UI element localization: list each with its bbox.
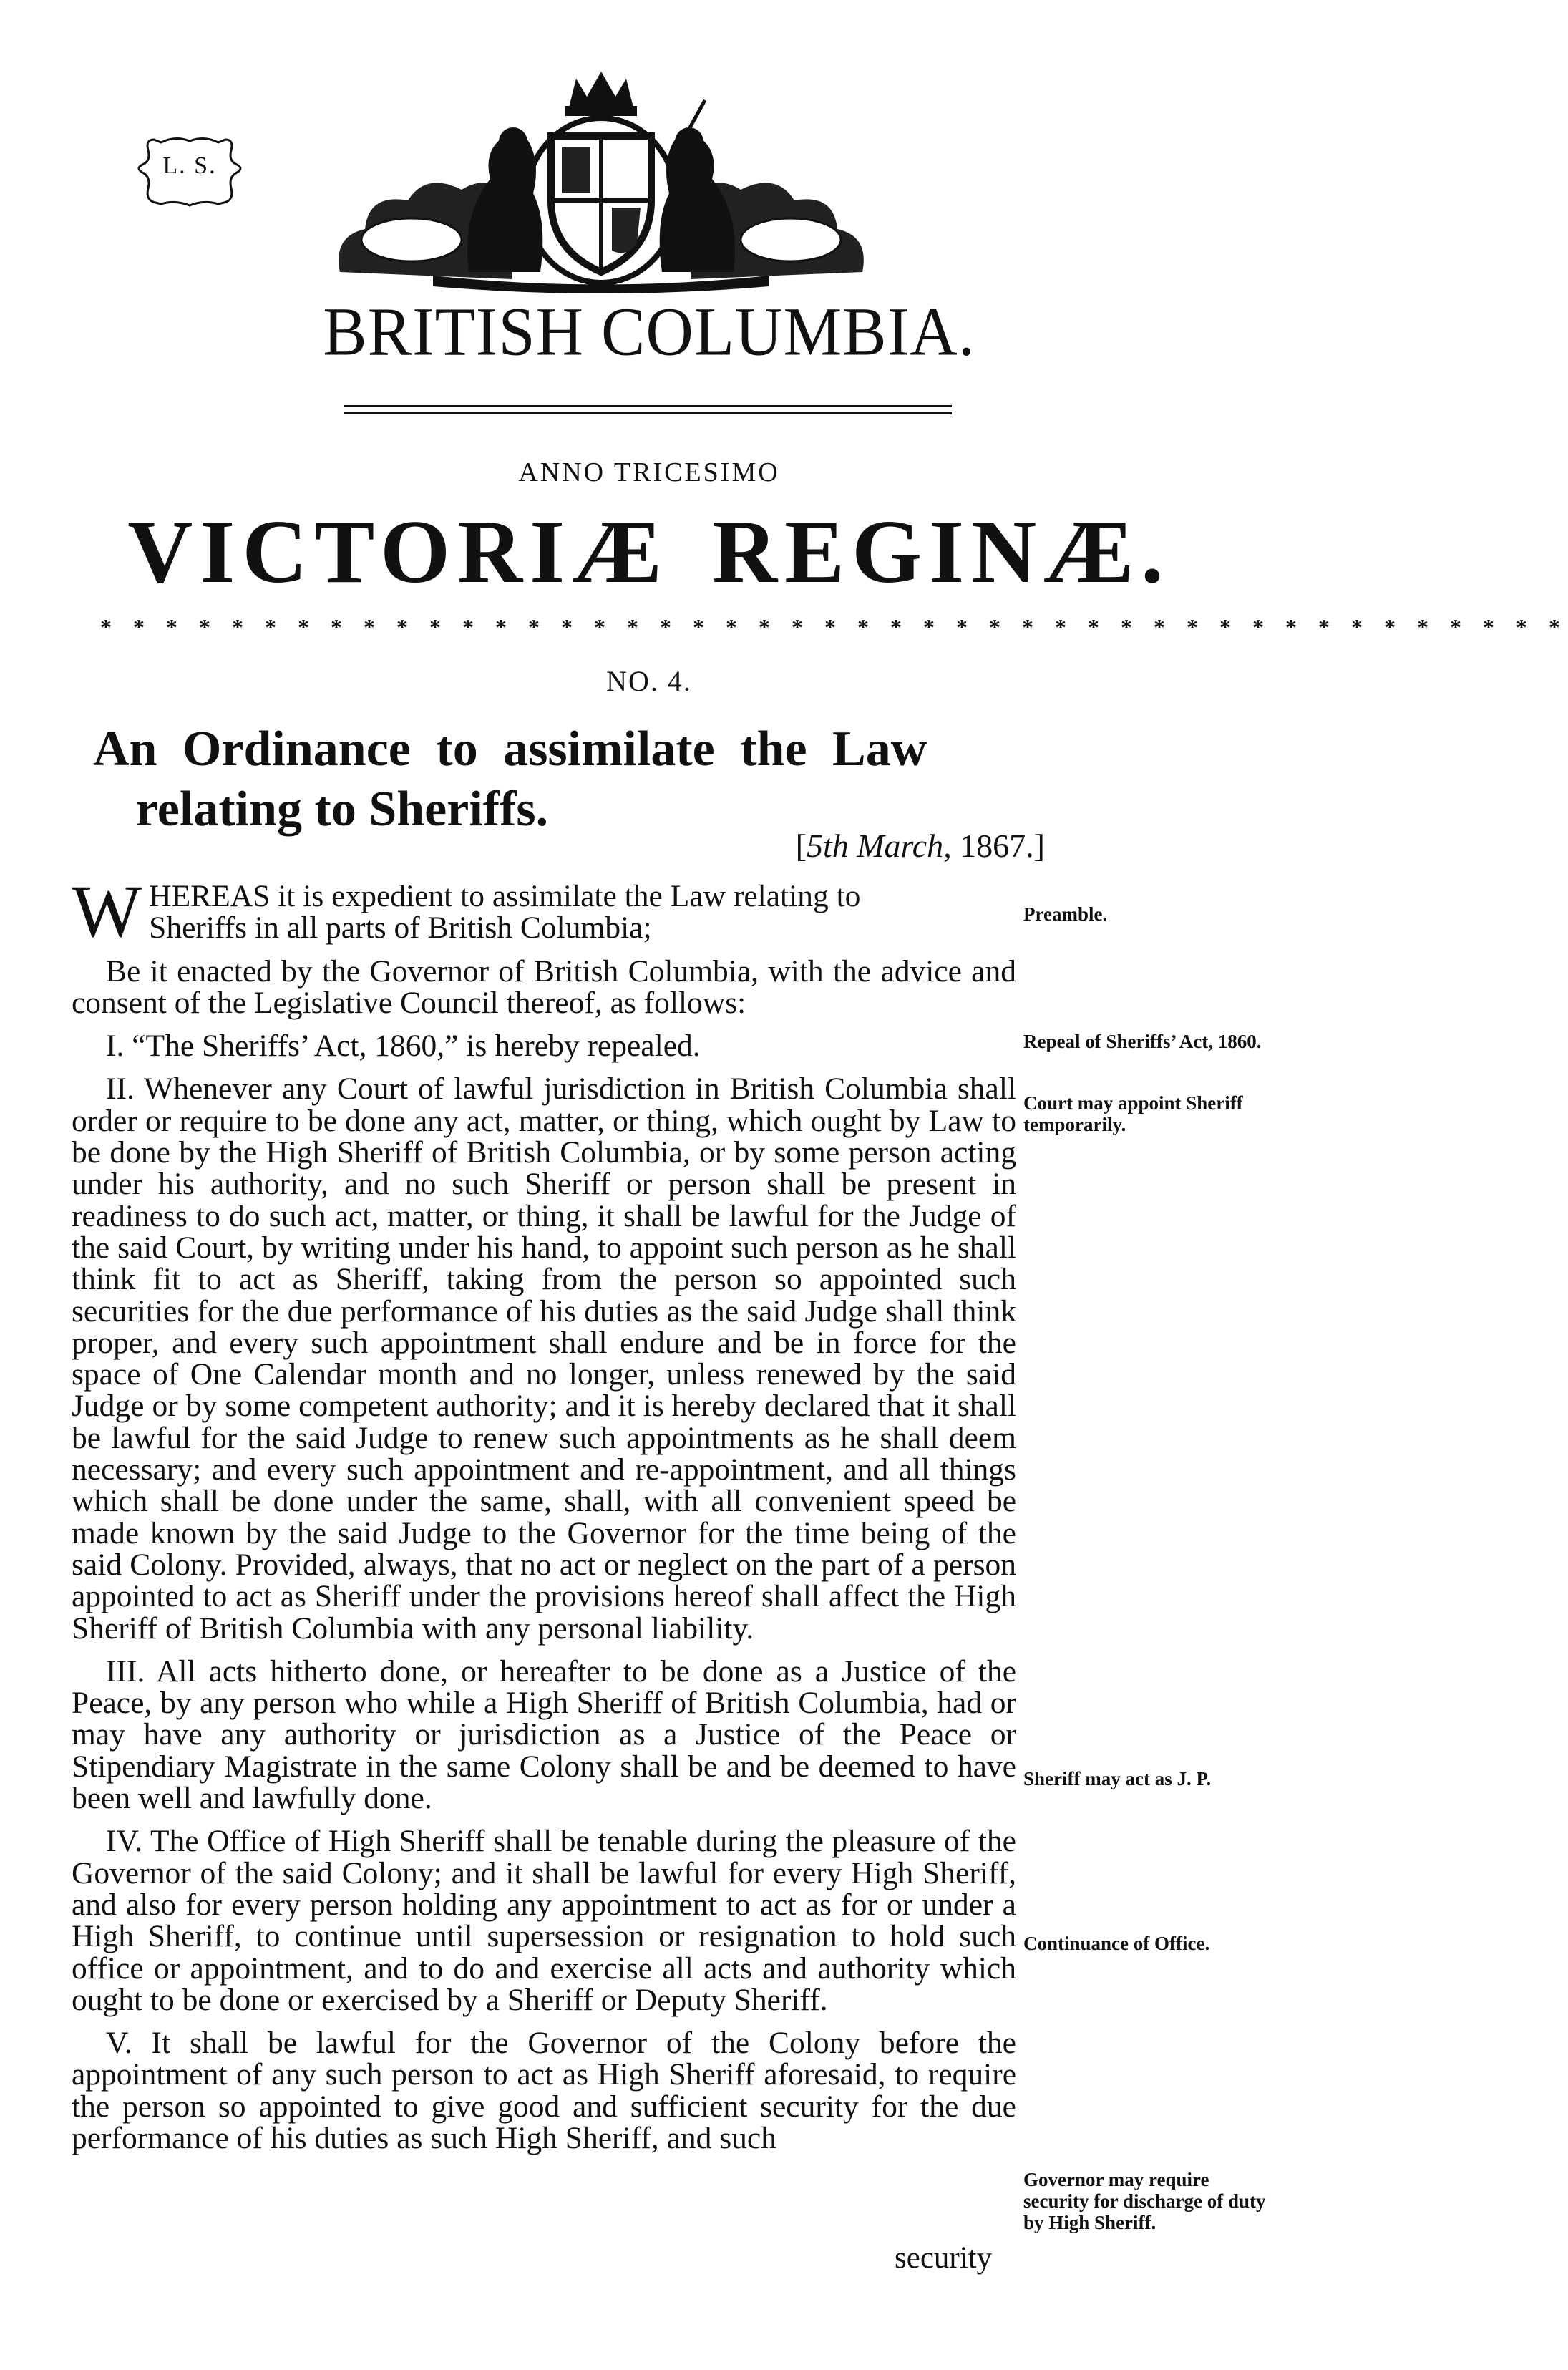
date-day: 5th March, bbox=[806, 827, 952, 864]
margin-note-jp: Sheriff may act as J. P. bbox=[1023, 1768, 1212, 1789]
margin-note-preamble: Preamble. bbox=[1023, 903, 1108, 925]
drop-cap: W bbox=[72, 870, 142, 953]
act-title bbox=[93, 719, 1045, 840]
section-1: I. “The Sheriffs’ Act, 1860,” is hereby repealed. bbox=[106, 1029, 701, 1064]
section-4: IV. The Office of High Sheriff shall be tenable during the pleasure of the Governor of the said Colony; and it shall be lawful for every High Sheriff, and also for every person holding any appointment to act as for or under a High Sheriff, to continue until supersession or resignation to hold such office or appointment, and to do and exercise all acts and authority which ought to be done or exercised by a Sheriff or Deputy Sheriff. bbox=[72, 1824, 1016, 2017]
seal-mark bbox=[132, 125, 247, 222]
ordinance-body bbox=[72, 870, 1016, 2165]
catchword: security bbox=[895, 2241, 993, 2275]
assent-date bbox=[766, 827, 1045, 865]
star-rule: * * * * * * * * * * * * * * * * * * * * * * * * * * * * * * * * * * * * * * * * * * * * * bbox=[100, 614, 1568, 640]
regnal-heading bbox=[0, 501, 1298, 604]
seal-text: L. S. bbox=[162, 152, 217, 179]
preamble-line-1: HEREAS it is expedient to assimilate the Law relating to bbox=[149, 879, 861, 913]
regnal-word-1: VICTORIÆ bbox=[127, 502, 670, 602]
double-rule-bottom bbox=[344, 412, 952, 414]
date-bracket: [ bbox=[795, 827, 807, 864]
section-5: V. It shall be lawful for the Governor of the Colony before the appointment of any such person to act as High Sheriff aforesaid, to require the person so appointed to give good and sufficient security for the due performance of his duties as such High Sheriff, and such bbox=[72, 2026, 1016, 2155]
regnal-word-2: REGINÆ. bbox=[712, 502, 1171, 602]
section-3: III. All acts hitherto done, or hereafter to be done as a Justice of the Peace, by any person who while a High Sheriff of British Columbia, had or may have any authority or jurisdiction as a Justice of the Peace or Stipendiary Magistrate in the same Colony shall be and be deemed to have been well and lawfully done. bbox=[72, 1653, 1016, 1816]
royal-coat-of-arms-icon bbox=[326, 57, 877, 293]
margin-note-repeal: Repeal of Sheriffs’ Act, 1860. bbox=[1023, 1031, 1262, 1052]
margin-note-continuance: Continuance of Office. bbox=[1023, 1933, 1210, 1954]
ordinance-number: NO. 4. bbox=[606, 665, 692, 697]
colony-title: BRITISH COLUMBIA. bbox=[323, 293, 975, 370]
anno-line: ANNO TRICESIMO bbox=[518, 457, 780, 487]
double-rule-top bbox=[344, 405, 952, 407]
act-title-line-1: An Ordinance to assimilate the Law bbox=[93, 722, 927, 777]
date-year: 1867.] bbox=[960, 827, 1045, 864]
section-2: II. Whenever any Court of lawful jurisdiction in British Columbia shall order or require to be done any act, matter, or thing, which ought by Law to be done by the High Sheriff of British Columbia, or by some person acting under his authority, and no such Sheriff or person shall be present in readiness to do such act, matter, or thing, it shall be lawful for the Judge of the said Court, by writing under his hand, to appoint such person as he shall think fit to act as Sheriff, taking from the person so appointed such securities for the due performance of his duties as the said Judge shall think proper, and every such appointment shall endure and be in force for the space of One Calendar month and no longer, unless renewed by the said Judge or by some competent authority; and it is hereby declared that it shall be lawful for the said Judge to renew such appointments as he shall deem necessary; and every such appointment and re-appointment, and all things which shall be done under the same, shall, with all convenient speed be made known by the said Judge to the Governor for the time being of the said Colony. Provided, always, that no act or neglect on the part of a person appointed to act as Sheriff under the provisions hereof shall affect the High Sheriff of British Columbia with any personal liability. bbox=[72, 1072, 1016, 1646]
preamble-paragraph bbox=[72, 870, 1016, 953]
margin-note-security: Governor may require security for discharge of duty by High Sheriff. bbox=[1023, 2169, 1266, 2233]
enacting-clause: Be it enacted by the Governor of British Columbia, with the advice and consent of the Legislative Council thereof, as follows: bbox=[72, 953, 1016, 1020]
act-title-line-2: relating to Sheriffs. bbox=[136, 782, 549, 837]
preamble-line-2: Sheriffs in all parts of British Columbia; bbox=[149, 910, 652, 946]
margin-note-court: Court may appoint Sheriff temporarily. bbox=[1023, 1092, 1243, 1135]
